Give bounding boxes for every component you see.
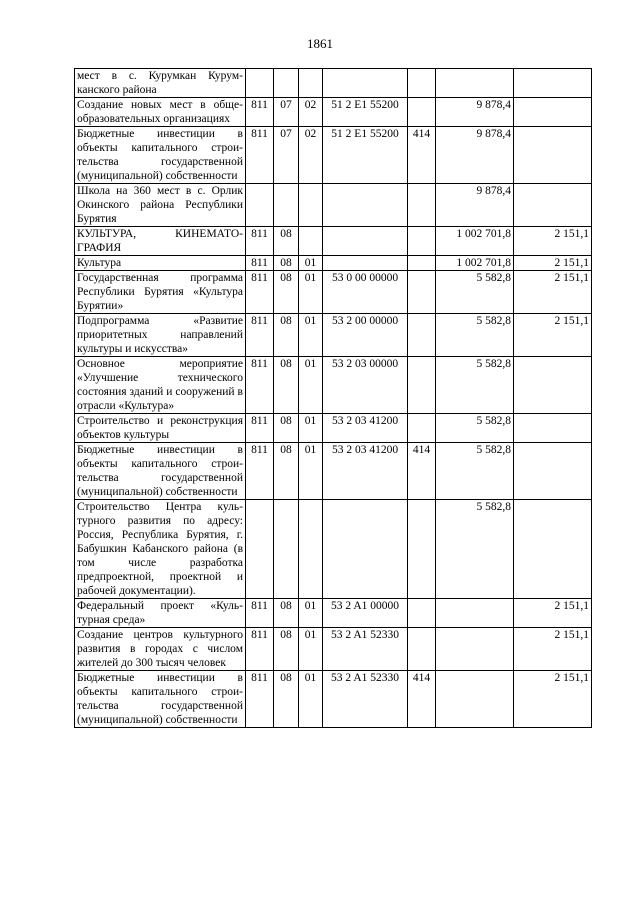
table-row (75, 599, 592, 628)
department-code-cell: 811 (246, 599, 274, 628)
department-code-cell: 811 (246, 127, 274, 184)
department-code-cell: 811 (246, 256, 274, 271)
section-code-cell: 07 (274, 127, 299, 184)
expense-name-cell: Бюджетные инвестиции в объекты капитального строительства государственной (муниципальной) собственности (75, 671, 246, 728)
expense-name-cell: мест в с. Курумкан Курумканского района (75, 69, 246, 98)
table-row (75, 357, 592, 414)
target-item-code-cell: 53 2 03 41200 (323, 443, 408, 500)
subsection-code-cell: 01 (299, 256, 323, 271)
table-row (75, 127, 592, 184)
amount-cell-1: 5 582,8 (436, 414, 514, 443)
expense-name-cell: Подпрограмма «Развитие приоритетных направлений культуры и искусства» (75, 314, 246, 357)
target-item-code-cell: 53 2 03 00000 (323, 357, 408, 414)
amount-cell-2 (514, 500, 592, 599)
target-item-code-cell (323, 227, 408, 256)
table-row (75, 227, 592, 256)
amount-cell-2 (514, 414, 592, 443)
expense-name-cell: Федеральный проект «Культурная среда» (75, 599, 246, 628)
subsection-code-cell: 02 (299, 127, 323, 184)
amount-cell-2 (514, 69, 592, 98)
department-code-cell (246, 500, 274, 599)
expense-type-code-cell (408, 414, 436, 443)
subsection-code-cell: 01 (299, 357, 323, 414)
expense-type-code-cell (408, 500, 436, 599)
subsection-code-cell: 01 (299, 443, 323, 500)
expense-name-cell: Школа на 360 мест в с. Орлик Окинского района Республики Бурятия (75, 184, 246, 227)
amount-cell-2: 2 151,1 (514, 227, 592, 256)
target-item-code-cell (323, 184, 408, 227)
target-item-code-cell: 53 2 03 41200 (323, 414, 408, 443)
section-code-cell (274, 500, 299, 599)
expense-name-cell: Культура (75, 256, 246, 271)
table-row (75, 500, 592, 599)
expense-name-cell: Государственная программа Республики Бурятия «Культура Бурятии» (75, 271, 246, 314)
amount-cell-2 (514, 127, 592, 184)
budget-table (74, 68, 592, 728)
section-code-cell: 08 (274, 314, 299, 357)
expense-name-cell: Основное мероприятие «Улучшение технического состояния зданий и сооружений в отрасли «Культура» (75, 357, 246, 414)
section-code-cell (274, 69, 299, 98)
amount-cell-1: 9 878,4 (436, 98, 514, 127)
target-item-code-cell: 53 2 A1 00000 (323, 599, 408, 628)
subsection-code-cell: 02 (299, 98, 323, 127)
amount-cell-1: 5 582,8 (436, 271, 514, 314)
table-row (75, 443, 592, 500)
expense-type-code-cell (408, 227, 436, 256)
amount-cell-1: 5 582,8 (436, 357, 514, 414)
table-row (75, 271, 592, 314)
subsection-code-cell (299, 69, 323, 98)
amount-cell-1 (436, 599, 514, 628)
expense-type-code-cell (408, 271, 436, 314)
expense-type-code-cell (408, 98, 436, 127)
expense-name-cell: Создание новых мест в общеобразовательных организациях (75, 98, 246, 127)
expense-name-cell: Строительство Центра культурного развития по адресу: Россия, Республика Бурятия, г. Бабушкин Кабанского района (в том числе разработка предпроектной, проектной и рабочей документации). (75, 500, 246, 599)
target-item-code-cell (323, 256, 408, 271)
expense-type-code-cell: 414 (408, 127, 436, 184)
section-code-cell (274, 184, 299, 227)
table-row (75, 184, 592, 227)
subsection-code-cell (299, 227, 323, 256)
page-number: 1861 (307, 36, 333, 51)
expense-type-code-cell (408, 357, 436, 414)
target-item-code-cell: 53 2 00 00000 (323, 314, 408, 357)
department-code-cell: 811 (246, 357, 274, 414)
department-code-cell: 811 (246, 227, 274, 256)
target-item-code-cell: 53 0 00 00000 (323, 271, 408, 314)
department-code-cell: 811 (246, 314, 274, 357)
table-row (75, 69, 592, 98)
amount-cell-2: 2 151,1 (514, 314, 592, 357)
expense-type-code-cell (408, 628, 436, 671)
amount-cell-2 (514, 443, 592, 500)
section-code-cell: 08 (274, 271, 299, 314)
table-row (75, 414, 592, 443)
section-code-cell: 08 (274, 599, 299, 628)
section-code-cell: 08 (274, 671, 299, 728)
subsection-code-cell: 01 (299, 414, 323, 443)
target-item-code-cell: 53 2 A1 52330 (323, 628, 408, 671)
amount-cell-2: 2 151,1 (514, 256, 592, 271)
department-code-cell (246, 69, 274, 98)
amount-cell-1: 5 582,8 (436, 500, 514, 599)
amount-cell-1: 9 878,4 (436, 184, 514, 227)
amount-cell-2: 2 151,1 (514, 271, 592, 314)
subsection-code-cell (299, 184, 323, 227)
expense-name-cell: Строительство и реконструкция объектов культуры (75, 414, 246, 443)
section-code-cell: 08 (274, 227, 299, 256)
expense-type-code-cell (408, 314, 436, 357)
amount-cell-2: 2 151,1 (514, 599, 592, 628)
expense-name-cell: Бюджетные инвестиции в объекты капитального строительства государственной (муниципальной) собственности (75, 443, 246, 500)
table-row (75, 314, 592, 357)
amount-cell-1: 5 582,8 (436, 314, 514, 357)
amount-cell-1: 9 878,4 (436, 127, 514, 184)
expense-type-code-cell (408, 184, 436, 227)
amount-cell-1 (436, 671, 514, 728)
expense-type-code-cell (408, 69, 436, 98)
table-row (75, 628, 592, 671)
amount-cell-2 (514, 184, 592, 227)
expense-type-code-cell: 414 (408, 671, 436, 728)
expense-type-code-cell: 414 (408, 443, 436, 500)
amount-cell-1 (436, 69, 514, 98)
amount-cell-1: 5 582,8 (436, 443, 514, 500)
subsection-code-cell: 01 (299, 314, 323, 357)
amount-cell-2 (514, 357, 592, 414)
target-item-code-cell: 53 2 A1 52330 (323, 671, 408, 728)
amount-cell-2 (514, 98, 592, 127)
table-row (75, 671, 592, 728)
subsection-code-cell: 01 (299, 599, 323, 628)
section-code-cell: 07 (274, 98, 299, 127)
subsection-code-cell (299, 500, 323, 599)
subsection-code-cell: 01 (299, 628, 323, 671)
subsection-code-cell: 01 (299, 671, 323, 728)
section-code-cell: 08 (274, 443, 299, 500)
section-code-cell: 08 (274, 357, 299, 414)
section-code-cell: 08 (274, 628, 299, 671)
subsection-code-cell: 01 (299, 271, 323, 314)
section-code-cell: 08 (274, 256, 299, 271)
section-code-cell: 08 (274, 414, 299, 443)
amount-cell-1: 1 002 701,8 (436, 227, 514, 256)
department-code-cell: 811 (246, 271, 274, 314)
table-body (75, 69, 592, 728)
target-item-code-cell (323, 69, 408, 98)
department-code-cell: 811 (246, 671, 274, 728)
department-code-cell: 811 (246, 414, 274, 443)
expense-name-cell: КУЛЬТУРА, КИНЕМАТОГРАФИЯ (75, 227, 246, 256)
department-code-cell: 811 (246, 628, 274, 671)
department-code-cell: 811 (246, 98, 274, 127)
target-item-code-cell: 51 2 E1 55200 (323, 98, 408, 127)
department-code-cell: 811 (246, 443, 274, 500)
table-row (75, 256, 592, 271)
table-row (75, 98, 592, 127)
department-code-cell (246, 184, 274, 227)
amount-cell-2: 2 151,1 (514, 628, 592, 671)
amount-cell-1 (436, 628, 514, 671)
amount-cell-1: 1 002 701,8 (436, 256, 514, 271)
expense-name-cell: Бюджетные инвестиции в объекты капитального строительства государственной (муниципальной) собственности (75, 127, 246, 184)
target-item-code-cell (323, 500, 408, 599)
expense-type-code-cell (408, 599, 436, 628)
expense-name-cell: Создание центров культурного развития в городах с числом жителей до 300 тысяч человек (75, 628, 246, 671)
amount-cell-2: 2 151,1 (514, 671, 592, 728)
target-item-code-cell: 51 2 E1 55200 (323, 127, 408, 184)
expense-type-code-cell (408, 256, 436, 271)
